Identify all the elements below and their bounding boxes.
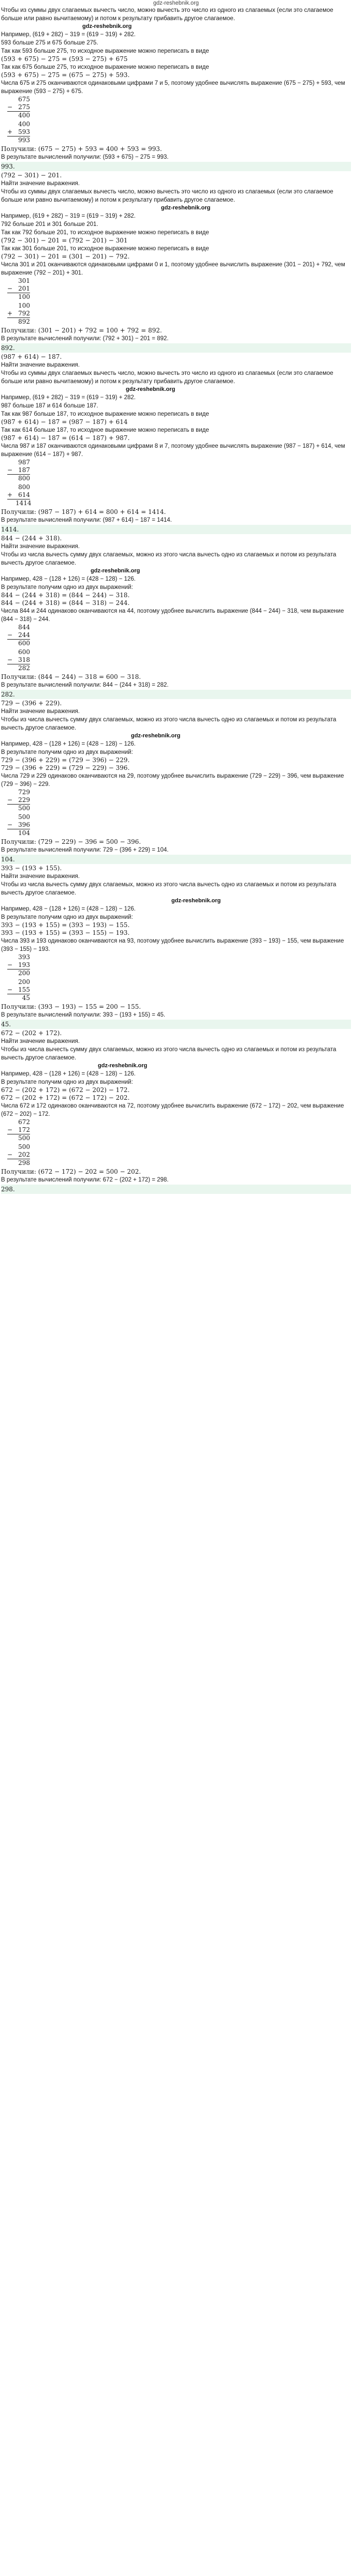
watermark-text: gdz-reshebnik.org: [82, 23, 132, 29]
column-row: [7, 789, 30, 796]
either-text: Так как 987 больше 187, то исходное выражение можно переписать в виде: [1, 411, 209, 417]
answer-line: 104.: [1, 855, 351, 864]
column-calculation: [7, 277, 30, 301]
column-number: 792: [18, 310, 30, 317]
got-text: Получили: (672 − 172) − 202 = 500 − 202.: [1, 1168, 141, 1175]
column-operator: [7, 302, 16, 310]
column-number: 200: [18, 978, 30, 986]
column-row: [7, 128, 30, 136]
column-row: [7, 624, 30, 631]
column-operator: [7, 664, 16, 672]
option-2: 672 − (202 + 172) = (672 − 172) − 202.: [1, 1094, 130, 1101]
option-1: 393 − (193 + 155) = (393 − 193) − 155.: [1, 921, 130, 929]
watermark-text: gdz-reshebnik.org: [171, 898, 221, 904]
answer-line: 1414.: [1, 525, 351, 534]
column-number: 275: [18, 103, 30, 111]
find-value-text: Найти значение выражения.: [1, 362, 80, 368]
column-operator: [7, 640, 16, 647]
rule-text: Чтобы из суммы двух слагаемых вычесть число, можно вычесть это число из одного из слагаемых (если это слагаемое больше или равно вычитаемому) и потом к результату прибавить другое слагаемое.: [1, 189, 333, 203]
column-number: 202: [18, 1151, 30, 1158]
option-2: 844 − (244 + 318) = (844 − 318) − 244.: [1, 599, 130, 607]
column-row: [7, 961, 30, 969]
column-number: 844: [18, 624, 30, 631]
column-row: [7, 474, 30, 482]
column-row: [7, 648, 30, 656]
column-row: [7, 277, 30, 285]
column-row: [7, 310, 30, 317]
column-operator: [7, 805, 16, 812]
option-2: 393 − (193 + 155) = (393 − 155) − 193.: [1, 929, 130, 936]
column-wrap: [1, 302, 351, 327]
column-number: 500: [18, 813, 30, 821]
column-number: 301: [18, 277, 30, 284]
column-number: 400: [18, 112, 30, 119]
answer-line: 993.: [1, 162, 351, 171]
option-1: 729 − (396 + 229) = (729 − 396) − 229.: [1, 756, 130, 764]
column-number: 298: [18, 1159, 30, 1166]
column-number: 987: [18, 459, 30, 466]
column-row: [7, 293, 30, 301]
column-calculation: [7, 302, 30, 326]
column-row: [7, 829, 30, 837]
column-number: 675: [18, 96, 30, 103]
problem-expression: 844 − (244 + 318).: [1, 535, 62, 542]
compare-text: 792 больше 201 и 301 больше 201.: [1, 221, 98, 228]
column-row: [7, 483, 30, 491]
either-text: Так как 792 больше 201, то исходное выражение можно переписать в виде: [1, 230, 209, 236]
also-text: Так как 675 больше 275, то исходное выражение можно переписать в виде: [1, 64, 209, 70]
column-row: [7, 1126, 30, 1134]
column-row: [7, 656, 30, 664]
column-row: [7, 631, 30, 639]
column-operator: [7, 648, 16, 656]
column-operator: [7, 277, 16, 285]
column-wrap: [1, 813, 351, 838]
column-operator: [7, 953, 16, 961]
also-text: Так как 614 больше 187, то исходное выражение можно переписать в виде: [1, 427, 209, 433]
options-text: В результате получим одно из двух выражений:: [1, 584, 133, 590]
column-calculation: [7, 120, 30, 144]
column-calculation: [7, 953, 30, 977]
column-wrap: [1, 1118, 351, 1143]
site-header[interactable]: gdz-reshebnik.org: [153, 0, 199, 6]
column-wrap: [1, 96, 351, 120]
column-number: 193: [18, 961, 30, 968]
rule-text: Чтобы из числа вычесть сумму двух слагаемых, можно из этого числа вычесть одно из слагаемых и потом из результата вычесть другое слагаемое.: [1, 552, 336, 566]
problem-expression: 729 − (396 + 229).: [1, 700, 62, 707]
column-row: [7, 813, 30, 821]
column-calculation: [7, 624, 30, 647]
column-number: 993: [18, 137, 30, 144]
column-row: [7, 96, 30, 103]
result-text: В результате вычислений получили: 729 − (396 + 229) = 104.: [1, 847, 169, 853]
column-operator: −: [7, 961, 13, 968]
column-calculation: [7, 813, 30, 837]
column-number: 500: [18, 1143, 30, 1150]
result-text: В результате вычислений получили: 672 − (202 + 172) = 298.: [1, 1177, 169, 1183]
answer-line: 892.: [1, 343, 351, 353]
column-operator: [7, 1134, 16, 1142]
column-number: 800: [18, 483, 30, 491]
column-number: 1414: [16, 499, 32, 507]
column-row: [7, 302, 30, 310]
column-number: 600: [18, 648, 30, 656]
problem-expression: (987 + 614) − 187.: [1, 353, 62, 360]
column-operator: −: [7, 466, 13, 474]
column-wrap: [1, 459, 351, 483]
column-calculation: [7, 789, 30, 812]
column-row: [7, 969, 30, 977]
example-text: Например, 428 − (128 + 126) = (428 − 128) − 126.: [1, 906, 136, 912]
column-number: 45: [22, 994, 30, 1002]
column-row: [7, 978, 30, 986]
result-text: В результате вычислений получили: (593 + 675) − 275 = 993.: [1, 154, 169, 160]
column-number: 201: [18, 285, 30, 292]
column-number: 282: [18, 664, 30, 672]
choice-text: Числа 844 и 244 одинаково оканчиваются на 44, поэтому удобнее вычислить выражение (844 − 244) − 318, чем выражение (844 − 318) − 244.: [1, 608, 344, 623]
column-number: 100: [18, 293, 30, 300]
column-number: 100: [18, 302, 30, 309]
find-value-text: Найти значение выражения.: [1, 873, 80, 880]
column-operator: −: [7, 285, 13, 292]
column-row: [7, 466, 30, 474]
column-row: [7, 821, 30, 829]
form-2: (987 + 614) − 187 = (614 − 187) + 987.: [1, 434, 130, 442]
example-text: Например, (619 + 282) − 319 = (619 − 319) + 282.: [1, 213, 136, 219]
result-text: В результате вычислений получили: (987 + 614) − 187 = 1414.: [1, 517, 172, 523]
column-operator: [7, 499, 16, 507]
option-1: 844 − (244 + 318) = (844 − 244) − 318.: [1, 592, 130, 599]
column-number: 318: [18, 656, 30, 663]
column-row: [7, 120, 30, 128]
got-text: Получили: (301 − 201) + 792 = 100 + 792 = 892.: [1, 327, 162, 334]
find-value-text: Найти значение выражения.: [1, 543, 80, 550]
result-text: В результате вычислений получили: 844 − (244 + 318) = 282.: [1, 682, 169, 688]
column-row: [7, 111, 30, 119]
got-text: Получили: (393 − 193) − 155 = 200 − 155.: [1, 1003, 141, 1010]
column-operator: [7, 137, 16, 144]
column-number: 229: [18, 796, 30, 804]
rule-text: Чтобы из числа вычесть сумму двух слагаемых, можно из этого числа вычесть одно из слагаемых и потом из результата вычесть другое слагаемое.: [1, 882, 336, 896]
rule-text: Чтобы из числа вычесть сумму двух слагаемых, можно из этого числа вычесть одно из слагаемых и потом из результата вычесть другое слагаемое.: [1, 717, 336, 731]
rule-text: Чтобы из суммы двух слагаемых вычесть число, можно вычесть это число из одного из слагаемых (если это слагаемое больше или равно вычитаемому) и потом к результату прибавить другое слагаемое.: [1, 370, 333, 385]
form-1: (593 + 675) − 275 = (593 − 275) + 675: [1, 55, 128, 63]
column-row: [7, 804, 30, 812]
watermark-text: gdz-reshebnik.org: [91, 568, 140, 574]
result-text: В результате вычислений получили: 393 − (193 + 155) = 45.: [1, 1012, 166, 1018]
column-number: 187: [18, 466, 30, 474]
column-operator: −: [7, 1151, 13, 1158]
column-number: 200: [18, 969, 30, 977]
column-wrap: [1, 120, 351, 145]
got-text: Получили: (675 − 275) + 593 = 400 + 593 = 993.: [1, 145, 162, 153]
column-wrap: [1, 624, 351, 648]
column-wrap: [1, 1143, 351, 1168]
result-text: В результате вычислений получили: (792 + 301) − 201 = 892.: [1, 336, 169, 342]
column-wrap: [1, 953, 351, 978]
option-1: 672 − (202 + 172) = (672 − 202) − 172.: [1, 1086, 130, 1094]
column-operator: −: [7, 103, 13, 111]
form-2: (792 − 301) − 201 = (301 − 201) − 792.: [1, 253, 130, 260]
column-calculation: [7, 459, 30, 482]
column-row: [7, 986, 30, 994]
column-row: [7, 1159, 30, 1167]
column-number: 244: [18, 631, 30, 639]
column-operator: [7, 969, 16, 977]
also-text: Так как 301 больше 201, то исходное выражение можно переписать в виде: [1, 246, 209, 252]
choice-text: Числа 987 и 187 оканчиваются одинаковыми цифрами 8 и 7, поэтому удобнее вычислять выражение (987 − 187) + 614, чем выражение (614 − 187) + 987.: [1, 443, 345, 458]
column-row: [7, 103, 30, 111]
column-operator: −: [7, 656, 13, 663]
choice-text: Числа 672 и 172 одинаково оканчиваются на 72, поэтому удобнее вычислить выражение (672 − 172) − 202, чем выражение (672 − 202) − 172.: [1, 1103, 344, 1117]
column-operator: [7, 120, 16, 128]
column-operator: [7, 293, 16, 301]
column-operator: +: [7, 491, 13, 498]
column-calculation: [7, 96, 30, 119]
column-wrap: [1, 277, 351, 302]
column-operator: +: [7, 310, 13, 317]
compare-text: 987 больше 187 и 614 больше 187.: [1, 403, 98, 409]
find-value-text: Найти значение выражения.: [1, 708, 80, 715]
column-row: [7, 136, 30, 144]
column-row: [7, 285, 30, 293]
answer-line: 298.: [1, 1185, 351, 1194]
column-row: [7, 1143, 30, 1151]
solution-page: [0, 0, 352, 1194]
column-number: 172: [18, 1126, 30, 1133]
column-operator: [7, 112, 16, 119]
find-value-text: Найти значение выражения.: [1, 180, 80, 187]
example-text: Например, 428 − (128 + 126) = (428 − 128) − 126.: [1, 576, 136, 582]
example-text: Например, 428 − (128 + 126) = (428 − 128) − 126.: [1, 1071, 136, 1077]
column-row: [7, 796, 30, 804]
watermark-text: gdz-reshebnik.org: [161, 205, 211, 211]
column-row: [7, 1151, 30, 1159]
choice-text: Числа 301 и 201 оканчиваются одинаковыми цифрами 0 и 1, поэтому удобнее вычислить выражение (301 − 201) + 792, чем выражение (792 − 201) + 301.: [1, 262, 345, 276]
solution-content: [1, 6, 351, 1194]
column-operator: [7, 978, 16, 986]
column-number: 600: [18, 640, 30, 647]
column-number: 672: [18, 1118, 30, 1126]
column-operator: [7, 459, 16, 466]
options-text: В результате получим одно из двух выражений:: [1, 1079, 133, 1085]
compare-text: 593 больше 275 и 675 больше 275.: [1, 40, 98, 46]
problem-expression: (792 − 301) − 201.: [1, 172, 62, 179]
got-text: Получили: (844 − 244) − 318 = 600 − 318.: [1, 673, 141, 680]
rule-text: Чтобы из числа вычесть сумму двух слагаемых, можно из этого числа вычесть одно из слагаемых и потом из результата вычесть другое слагаемое.: [1, 1047, 336, 1061]
column-calculation: [7, 483, 30, 507]
column-number: 729: [18, 789, 30, 796]
column-calculation: [7, 978, 30, 1002]
column-operator: [7, 1118, 16, 1126]
got-text: Получили: (729 − 229) − 396 = 500 − 396.: [1, 838, 141, 845]
column-operator: [7, 1159, 16, 1167]
column-row: [7, 459, 30, 466]
column-row: [7, 953, 30, 961]
column-operator: −: [7, 821, 13, 828]
column-wrap: [1, 789, 351, 813]
options-text: В результате получим одно из двух выражений:: [1, 749, 133, 755]
example-text: Например, (619 + 282) − 319 = (619 − 319) + 282.: [1, 395, 136, 401]
watermark-text: gdz-reshebnik.org: [131, 733, 181, 739]
column-calculation: [7, 1118, 30, 1142]
problem-expression: 672 − (202 + 172).: [1, 1029, 62, 1037]
column-number: 104: [18, 829, 30, 837]
column-calculation: [7, 1143, 30, 1167]
column-row: [7, 994, 30, 1002]
column-operator: [7, 318, 16, 326]
column-row: [7, 491, 30, 499]
example-text: Например, 428 − (128 + 126) = (428 − 128) − 126.: [1, 741, 136, 747]
column-number: 800: [18, 475, 30, 482]
column-row: [7, 664, 30, 672]
column-operator: [7, 475, 16, 482]
column-number: 155: [18, 986, 30, 993]
column-number: 614: [18, 491, 30, 498]
options-text: В результате получим одно из двух выражений:: [1, 914, 133, 920]
rule-text: Чтобы из суммы двух слагаемых вычесть число, можно вычесть это число из одного из слагаемых (если это слагаемое больше или равно вычитаемому) и потом к результату прибавить другое слагаемое.: [1, 7, 333, 22]
column-operator: [7, 483, 16, 491]
choice-text: Числа 675 и 275 оканчиваются одинаковыми цифрами 7 и 5, поэтому удобнее вычислять выражение (675 − 275) + 593, чем выражение (593 − 275) + 675.: [1, 80, 345, 95]
problem-expression: 393 − (193 + 155).: [1, 865, 62, 872]
column-number: 892: [18, 318, 30, 325]
column-operator: [7, 1143, 16, 1151]
example-text: Например, (619 + 282) − 319 = (619 − 319) + 282.: [1, 32, 136, 38]
column-wrap: [1, 648, 351, 673]
column-operator: [7, 813, 16, 821]
watermark-text: gdz-reshebnik.org: [98, 1063, 148, 1069]
form-2: (593 + 675) − 275 = (675 − 275) + 593.: [1, 71, 130, 79]
column-row: [7, 1134, 30, 1142]
column-operator: +: [7, 128, 13, 135]
choice-text: Числа 393 и 193 одинаково оканчиваются на 93, поэтому удобнее вычислить выражение (393 − 193) − 155, чем выражение (393 − 155) − 193.: [1, 938, 344, 952]
got-text: Получили: (987 − 187) + 614 = 800 + 614 = 1414.: [1, 508, 166, 516]
form-1: (792 − 301) − 201 = (792 − 201) − 301: [1, 237, 128, 244]
column-number: 593: [18, 128, 30, 135]
column-operator: −: [7, 631, 13, 639]
answer-line: 45.: [1, 1020, 351, 1029]
option-2: 729 − (396 + 229) = (729 − 229) − 396.: [1, 764, 130, 771]
column-row: [7, 499, 30, 507]
choice-text: Числа 729 и 229 одинаково оканчиваются на 29, поэтому удобнее вычислить выражение (729 − 229) − 396, чем выражение (729 − 396) − 229.: [1, 773, 344, 787]
column-operator: [7, 829, 16, 837]
column-row: [7, 317, 30, 326]
column-operator: −: [7, 1126, 13, 1133]
column-operator: [7, 624, 16, 631]
column-row: [7, 1118, 30, 1126]
column-operator: −: [7, 986, 13, 993]
column-calculation: [7, 648, 30, 672]
answer-line: 282.: [1, 690, 351, 699]
form-1: (987 + 614) − 187 = (987 − 187) + 614: [1, 418, 128, 426]
column-operator: [7, 789, 16, 796]
column-wrap: [1, 978, 351, 1003]
column-number: 400: [18, 120, 30, 128]
column-operator: [7, 994, 16, 1002]
column-number: 500: [18, 805, 30, 812]
column-number: 396: [18, 821, 30, 828]
column-operator: [7, 96, 16, 103]
column-operator: −: [7, 796, 13, 804]
watermark-text: gdz-reshebnik.org: [126, 386, 175, 392]
column-number: 393: [18, 953, 30, 961]
find-value-text: Найти значение выражения.: [1, 1038, 80, 1044]
column-row: [7, 639, 30, 647]
either-text: Так как 593 больше 275, то исходное выражение можно переписать в виде: [1, 48, 209, 54]
column-number: 500: [18, 1134, 30, 1142]
column-wrap: [1, 483, 351, 508]
